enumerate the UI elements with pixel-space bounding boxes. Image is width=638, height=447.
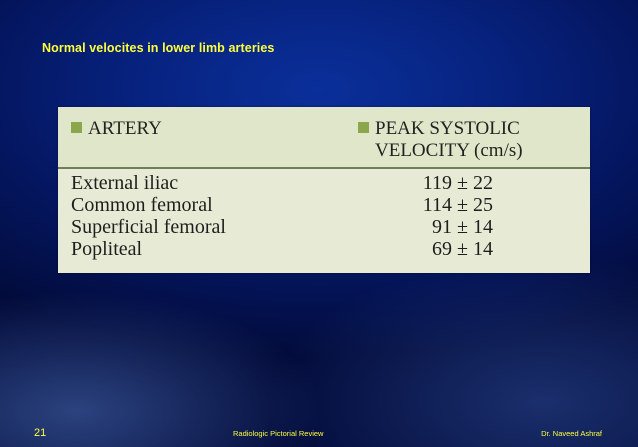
artery-name: Superficial femoral [71,216,226,238]
header-velocity [358,118,523,162]
header-artery-label: ARTERY [88,118,162,139]
table-header [58,107,590,169]
table-row [58,216,590,238]
footer-center-text: Radiologic Pictorial Review [233,429,324,438]
velocity-table [58,107,590,273]
peak-velocity-value: 119 ± 22 [422,172,493,194]
header-artery [71,118,162,140]
table-row [58,238,590,260]
peak-velocity-value: 114 ± 25 [422,194,493,216]
footer-author: Dr. Naveed Ashraf [541,429,602,438]
artery-name: Popliteal [71,238,143,260]
slide-title: Normal velocites in lower limb arteries [42,41,275,55]
artery-name: Common femoral [71,194,213,216]
slide-number: 21 [34,427,47,439]
peak-velocity-value: 91 ± 14 [432,216,493,238]
table-body [58,172,590,260]
header-velocity-label-line1: PEAK SYSTOLIC [375,118,520,139]
header-velocity-label-line2: VELOCITY (cm/s) [375,140,523,161]
table-row [58,194,590,216]
table-row [58,172,590,194]
artery-name: External iliac [71,172,179,194]
peak-velocity-value: 69 ± 14 [432,238,493,260]
header-square-icon [358,122,369,133]
header-square-icon [71,122,82,133]
